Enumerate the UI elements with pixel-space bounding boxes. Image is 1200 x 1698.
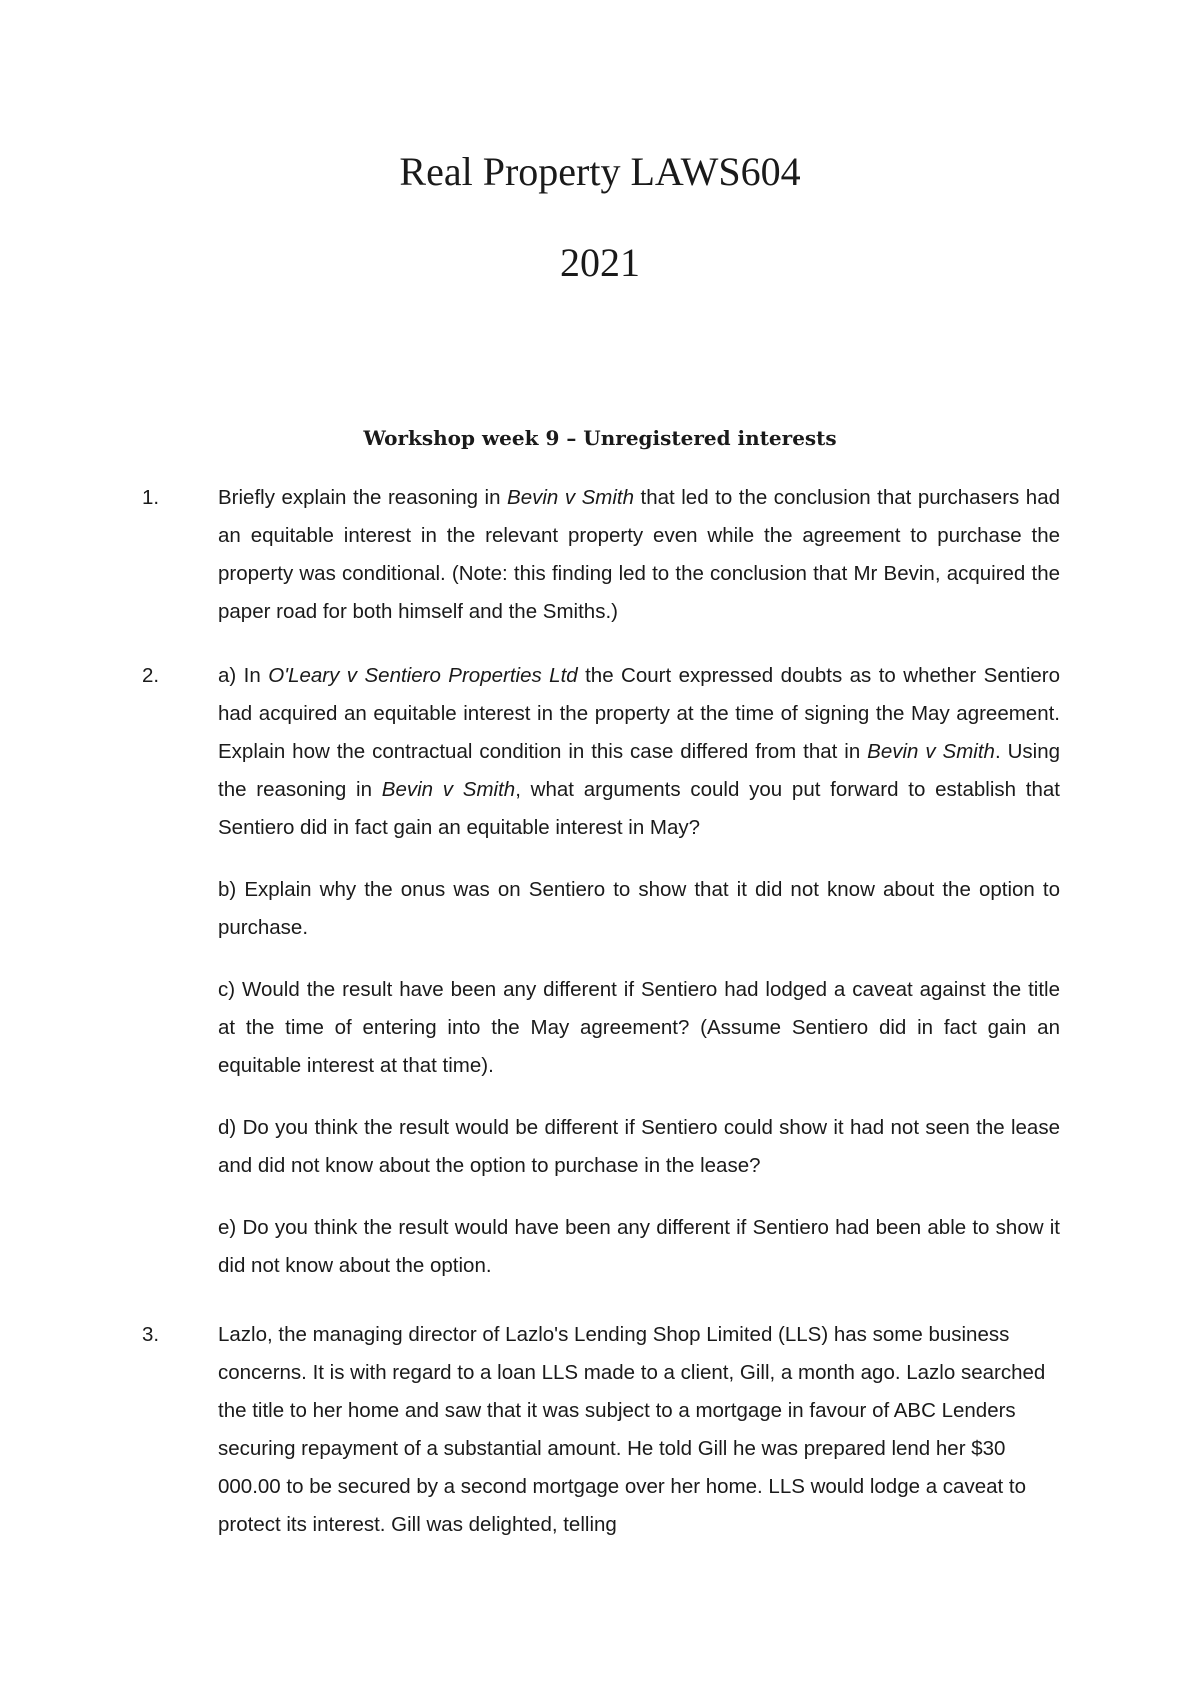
question-body: [218, 657, 1060, 1285]
text-run: the Court expressed doubts as to whether Sentiero had acquired an equitable interest in the property at the time of signing the May agreement. Explain how the contractual condition in this case differed from that in: [218, 664, 1061, 763]
case-name: Bevin v Smith: [381, 778, 516, 801]
text-run: . Using the reasoning in: [218, 740, 1060, 801]
question-body: [218, 479, 1060, 631]
text-run: that led to the conclusion that purchasers had an equitable interest in the relevant property even while the agreement to purchase the property was conditional. (Note: this finding led to the conclusion that Mr Bevin, acquired the paper road for both himself and the Smiths.): [218, 486, 1061, 623]
document-year: 2021: [560, 240, 640, 285]
question-number: 1.: [142, 486, 160, 509]
case-name: Bevin v Smith: [867, 740, 995, 763]
text-run: , what arguments could you put forward to establish that Sentiero did in fact gain an equitable interest in May?: [218, 778, 1060, 839]
question-paragraph: Lazlo, the managing director of Lazlo's Lending Shop Limited (LLS) has some business concerns. It is with regard to a loan LLS made to a client, Gill, a month ago. Lazlo searched the title to her home and saw that it was subject to a mortgage in favour of ABC Lenders securing repayment of a substantial amount. He told Gill he was prepared lend her $30 000.00 to be secured by a second mortgage over her home. LLS would lodge a caveat to protect its interest. Gill was delighted, telling: [218, 1323, 1046, 1536]
question-part-c: c) Would the result have been any different if Sentiero had lodged a caveat against the title at the time of entering into the May agreement? (Assume Sentiero did in fact gain an equitable interest at that time).: [218, 978, 1060, 1077]
text-run: Briefly explain the reasoning in: [218, 486, 508, 509]
question-body: [218, 1316, 1060, 1544]
question-part-d: d) Do you think the result would be different if Sentiero could show it had not seen the lease and did not know about the option to purchase in the lease?: [218, 1116, 1060, 1177]
question-paragraph: [218, 479, 1060, 631]
question-part-b: b) Explain why the onus was on Sentiero to show that it did not know about the option to purchase.: [218, 878, 1060, 939]
question-number: 2.: [142, 664, 160, 687]
workshop-heading: Workshop week 9 – Unregistered interests: [363, 426, 837, 450]
question-part-e: e) Do you think the result would have been any different if Sentiero had been able to show it did not know about the option.: [218, 1216, 1060, 1277]
question-number: 3.: [142, 1323, 160, 1346]
text-run: a) In: [218, 664, 269, 687]
case-name: Bevin v Smith: [507, 486, 635, 509]
question-part-a: [218, 657, 1060, 847]
case-name: O'Leary v Sentiero Properties Ltd: [268, 664, 578, 687]
document-title: Real Property LAWS604: [399, 149, 801, 194]
